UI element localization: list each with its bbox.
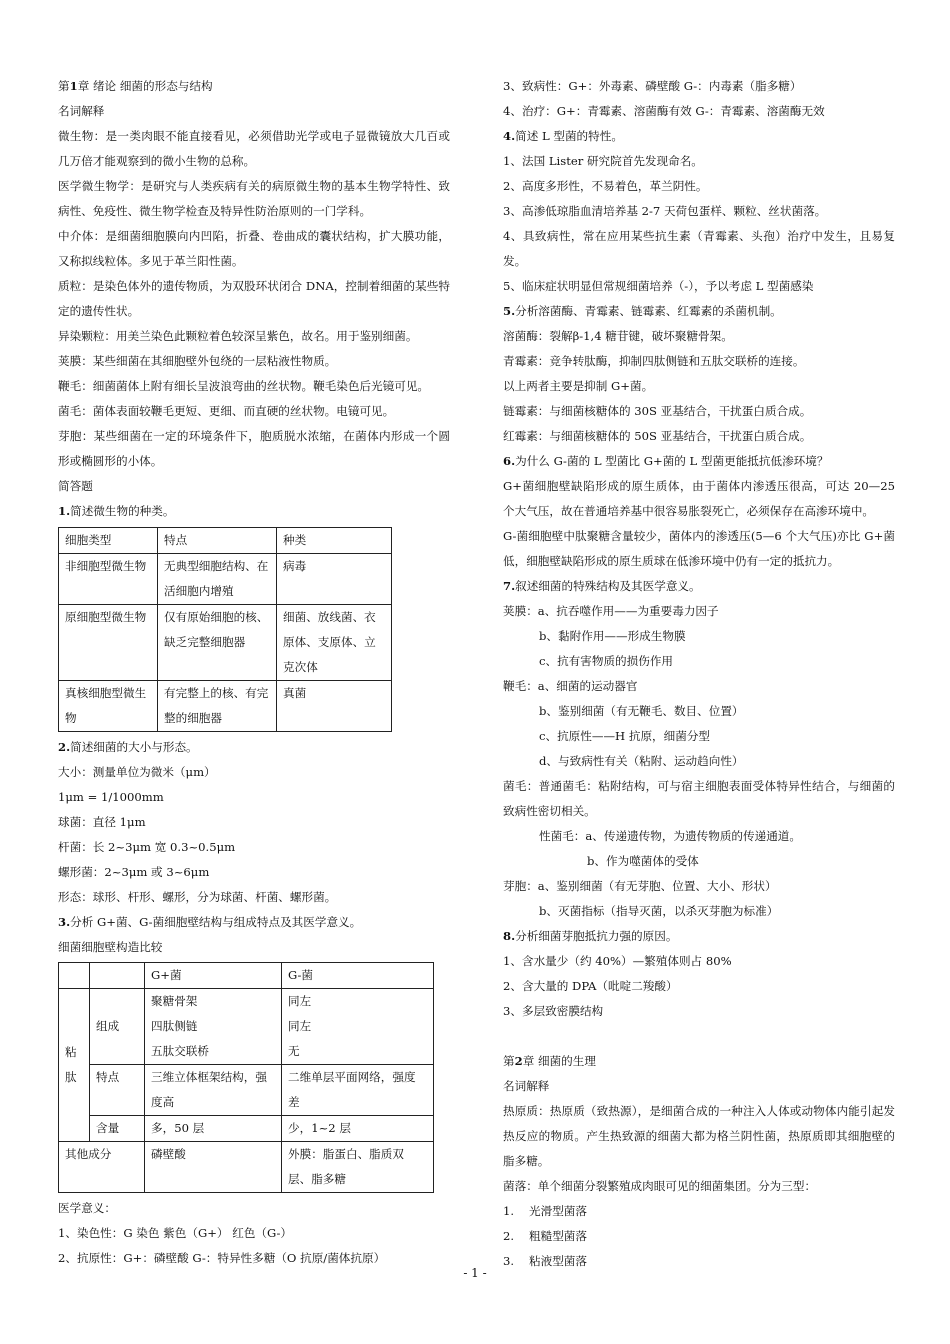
- table-header-row: [59, 963, 434, 989]
- list-item: b、作为噬菌体的受体: [587, 854, 699, 868]
- chapter-2-title: [503, 1049, 895, 1074]
- list-item: 荚膜：a、抗吞噬作用——为重要毒力因子: [503, 604, 719, 618]
- table-cell: 原细胞型微生物: [59, 605, 158, 681]
- question-heading: [503, 924, 895, 949]
- term-definition: 异染颗粒：用美兰染色此颗粒着色较深呈紫色，故名。用于鉴别细菌。: [58, 329, 418, 343]
- list-item: 以上两者主要是抑制 G+菌。: [503, 379, 654, 393]
- text-line: 2、抗原性：G+：磷壁酸 G-：特异性多糖（O 抗原/菌体抗原）: [58, 1251, 386, 1265]
- table-cell: 多，50 层: [145, 1116, 282, 1142]
- table-cell: [59, 963, 90, 989]
- question-heading: [503, 299, 895, 324]
- question-number: 8.: [503, 929, 516, 943]
- section-heading: 名词解释: [58, 104, 105, 118]
- question-text: 分析 G+菌、G-菌细胞壁结构与组成特点及其医学意义。: [70, 915, 362, 929]
- table-row: [59, 681, 392, 732]
- table-caption: 细菌细胞壁构造比较: [58, 940, 163, 954]
- table-row: [59, 1116, 434, 1142]
- list-item: 4、具致病性，常在应用某些抗生素（青霉素、头孢）治疗中发生，且易复发。: [503, 229, 895, 268]
- list-item: 1、法国 Lister 研究院首先发现命名。: [503, 154, 703, 168]
- list-text: 粗糙型菌落: [529, 1229, 587, 1243]
- cell-line: 无: [288, 1044, 300, 1058]
- list-text: 粘液型菌落: [529, 1254, 587, 1268]
- term-definition: 鞭毛：细菌菌体上附有细长呈波浪弯曲的丝状物。鞭毛染色后光镜可见。: [58, 379, 430, 393]
- list-item: 1、含水量少（约 40%）—繁殖体则占 80%: [503, 954, 732, 968]
- text-line: 1μm = 1/1000mm: [58, 790, 164, 804]
- table-cell: [282, 989, 434, 1065]
- cell-wall-comparison-table: [58, 962, 434, 1193]
- term-definition: 中介体：是细菌细胞膜向内凹陷，折叠、卷曲成的囊状结构，扩大膜功能，又称拟线粒体。多见于革兰阳性菌。: [58, 229, 450, 268]
- left-column: [58, 74, 450, 1271]
- chapter-title-text: 章 绪论 细菌的形态与结构: [77, 79, 213, 93]
- table-cell: 少，1~2 层: [282, 1116, 434, 1142]
- list-text: 光滑型菌落: [529, 1204, 587, 1218]
- table-header-row: [59, 528, 392, 554]
- term-definition: 荚膜：某些细菌在其细胞壁外包绕的一层粘液性物质。: [58, 354, 337, 368]
- question-heading: [503, 449, 895, 474]
- paragraph: 菌毛：普通菌毛：粘附结构，可与宿主细胞表面受体特异性结合，与细菌的致病性密切相关。: [503, 779, 895, 818]
- group-label: 粘肽: [65, 1045, 77, 1084]
- question-heading: [58, 735, 450, 760]
- chapter-number: 2: [514, 1054, 523, 1068]
- list-item: 3、多层致密膜结构: [503, 1004, 604, 1018]
- question-number: 6.: [503, 454, 516, 468]
- table-cell: 含量: [90, 1116, 145, 1142]
- table-row: [59, 554, 392, 605]
- question-text: 分析溶菌酶、青霉素、链霉素、红霉素的杀菌机制。: [515, 304, 782, 318]
- chapter-title-text: 章 细菌的生理: [522, 1054, 596, 1068]
- table-cell: 真菌: [277, 681, 392, 732]
- list-item: 2、高度多形性，不易着色，革兰阴性。: [503, 179, 708, 193]
- cell-line: 四肽侧链: [151, 1019, 198, 1033]
- list-item: c、抗原性——H 抗原，细菌分型: [539, 729, 711, 743]
- question-number: 5.: [503, 304, 516, 318]
- list-item: 5、临床症状明显但常规细菌培养（-），予以考虑 L 型菌感染: [503, 279, 814, 293]
- question-number: 2.: [58, 740, 71, 754]
- list-item: [503, 1199, 895, 1224]
- question-text: 叙述细菌的特殊结构及其医学意义。: [515, 579, 701, 593]
- cell-line: 同左: [288, 1019, 312, 1033]
- list-item: 溶菌酶：裂解β-1,4 糖苷键，破坏聚糖骨架。: [503, 329, 733, 343]
- text-line: 螺形菌：2~3μm 或 3~6μm: [58, 865, 210, 879]
- spacer: [503, 1024, 895, 1049]
- list-item: b、灭菌指标（指导灭菌，以杀灭芽胞为标准）: [539, 904, 779, 918]
- list-number: 2.: [503, 1229, 515, 1243]
- table-cell: 无典型细胞结构、在活细胞内增殖: [158, 554, 277, 605]
- table-cell: [90, 963, 145, 989]
- list-item: b、黏附作用——形成生物膜: [539, 629, 686, 643]
- table-cell: 细菌、放线菌、衣原体、支原体、立克次体: [277, 605, 392, 681]
- section-heading: 简答题: [58, 479, 93, 493]
- cell-line: 五肽交联桥: [151, 1044, 209, 1058]
- text-line: 形态：球形、杆形、螺形，分为球菌、杆菌、螺形菌。: [58, 890, 337, 904]
- paragraph: 菌落：单个细菌分裂繁殖成肉眼可见的细菌集团。分为三型：: [503, 1179, 817, 1193]
- list-item: 3、高渗低琼脂血清培养基 2-7 天荷包蛋样、颗粒、丝状菌落。: [503, 204, 827, 218]
- table-cell: 外膜：脂蛋白、脂质双层、脂多糖: [282, 1142, 434, 1193]
- chapter-1-title: [58, 74, 450, 99]
- question-text: 为什么 G-菌的 L 型菌比 G+菌的 L 型菌更能抵抗低渗环境？: [515, 454, 829, 468]
- question-number: 7.: [503, 579, 516, 593]
- question-heading: [58, 499, 450, 524]
- right-column: [503, 74, 895, 1274]
- table-cell: 特点: [90, 1065, 145, 1116]
- section-heading: 名词解释: [503, 1079, 550, 1093]
- paragraph: G+菌细胞壁缺陷形成的原生质体，由于菌体内渗透压很高，可达 20—25 个大气压，故在普通培养基中很容易胀裂死亡，必须保存在高渗环境中。: [503, 479, 895, 518]
- term-definition: 菌毛：菌体表面较鞭毛更短、更细、而直硬的丝状物。电镜可见。: [58, 404, 395, 418]
- list-item: 青霉素：竞争转肽酶，抑制四肽侧链和五肽交联桥的连接。: [503, 354, 805, 368]
- term-definition: 微生物：是一类肉眼不能直接看见，必须借助光学或电子显微镜放大几百或几万倍才能观察到的微小生物的总称。: [58, 129, 450, 168]
- table-cell: 非细胞型微生物: [59, 554, 158, 605]
- table-header-cell: G+菌: [145, 963, 282, 989]
- table-cell: 真核细胞型微生物: [59, 681, 158, 732]
- table-cell: 仅有原始细胞的核、缺乏完整细胞器: [158, 605, 277, 681]
- table-cell: [59, 989, 90, 1142]
- list-item: 性菌毛：a、传递遗传物，为遗传物质的传递通道。: [539, 829, 801, 843]
- question-text: 分析细菌芽胞抵抗力强的原因。: [515, 929, 678, 943]
- table-cell: [145, 989, 282, 1065]
- table-cell: 其他成分: [59, 1142, 145, 1193]
- list-item: [503, 1224, 895, 1249]
- question-text: 简述 L 型菌的特性。: [515, 129, 623, 143]
- table-cell: 有完整上的核、有完整的细胞器: [158, 681, 277, 732]
- table-row: [59, 1065, 434, 1116]
- table-row: [59, 1142, 434, 1193]
- list-item: 芽胞：a、鉴别细菌（有无芽胞、位置、大小、形状）: [503, 879, 777, 893]
- table-cell: 病毒: [277, 554, 392, 605]
- list-item: b、鉴别细菌（有无鞭毛、数目、位置）: [539, 704, 744, 718]
- paragraph: 热原质：热原质（致热源），是细菌合成的一种注入人体或动物体内能引起发热反应的物质。产生热致源的细菌大都为格兰阴性菌，热原质即其细胞壁的脂多糖。: [503, 1104, 895, 1168]
- text-line: 4、治疗：G+：青霉素、溶菌酶有效 G-：青霉素、溶菌酶无效: [503, 104, 825, 118]
- table-row: [59, 989, 434, 1065]
- question-number: 1.: [58, 504, 71, 518]
- question-number: 4.: [503, 129, 516, 143]
- table-header-cell: G-菌: [282, 963, 434, 989]
- table-header-cell: 种类: [277, 528, 392, 554]
- question-number: 3.: [58, 915, 71, 929]
- table-header-cell: 细胞类型: [59, 528, 158, 554]
- text-line: 大小：测量单位为微米（μm）: [58, 765, 216, 779]
- section-heading: 医学意义：: [58, 1201, 116, 1215]
- text-line: 3、致病性：G+：外毒素、磷壁酸 G-：内毒素（脂多糖）: [503, 79, 802, 93]
- page-number: - 1 -: [463, 1266, 487, 1280]
- question-heading: [503, 124, 895, 149]
- list-item: 红霉素：与细菌核糖体的 50S 亚基结合，干扰蛋白质合成。: [503, 429, 812, 443]
- term-definition: 质粒：是染色体外的遗传物质，为双股环状闭合 DNA，控制着细菌的某些特定的遗传性状。: [58, 279, 450, 318]
- microbe-types-table: [58, 527, 392, 732]
- table-cell: 组成: [90, 989, 145, 1065]
- question-text: 简述细菌的大小与形态。: [70, 740, 198, 754]
- list-item: 2、含大量的 DPA（吡啶二羧酸）: [503, 979, 678, 993]
- question-heading: [503, 574, 895, 599]
- list-number: 3.: [503, 1254, 515, 1268]
- list-number: 1.: [503, 1204, 515, 1218]
- list-item: 鞭毛：a、细菌的运动器官: [503, 679, 638, 693]
- list-item: 链霉素：与细菌核糖体的 30S 亚基结合，干扰蛋白质合成。: [503, 404, 812, 418]
- cell-line: 同左: [288, 994, 312, 1008]
- cell-line: 聚糖骨架: [151, 994, 198, 1008]
- chapter-label: 第: [58, 79, 70, 93]
- question-heading: [58, 910, 450, 935]
- term-definition: 医学微生物学：是研究与人类疾病有关的病原微生物的基本生物学特性、致病性、免疫性、微生物学检查及特异性防治原则的一门学科。: [58, 179, 450, 218]
- list-item: c、抗有害物质的损伤作用: [539, 654, 674, 668]
- list-item: d、与致病性有关（粘附、运动趋向性）: [539, 754, 744, 768]
- paragraph: G-菌细胞壁中肽聚糖含量较少，菌体内的渗透压(5—6 个大气压)亦比 G+菌低，细胞壁缺陷形成的原生质球在低渗环境中仍有一定的抵抗力。: [503, 529, 895, 568]
- table-row: [59, 605, 392, 681]
- question-text: 简述微生物的种类。: [70, 504, 175, 518]
- term-definition: 芽胞：某些细菌在一定的环境条件下，胞质脱水浓缩，在菌体内形成一个圆形或椭圆形的小体。: [58, 429, 450, 468]
- chapter-number: 1: [69, 79, 78, 93]
- table-cell: 磷壁酸: [145, 1142, 282, 1193]
- text-line: 杆菌：长 2~3μm 宽 0.3~0.5μm: [58, 840, 236, 854]
- table-cell: 二维单层平面网络，强度差: [282, 1065, 434, 1116]
- text-line: 1、染色性：G 染色 紫色（G+） 红色（G-）: [58, 1226, 292, 1240]
- chapter-label: 第: [503, 1054, 515, 1068]
- table-header-cell: 特点: [158, 528, 277, 554]
- table-cell: 三维立体框架结构，强度高: [145, 1065, 282, 1116]
- text-line: 球菌：直径 1μm: [58, 815, 146, 829]
